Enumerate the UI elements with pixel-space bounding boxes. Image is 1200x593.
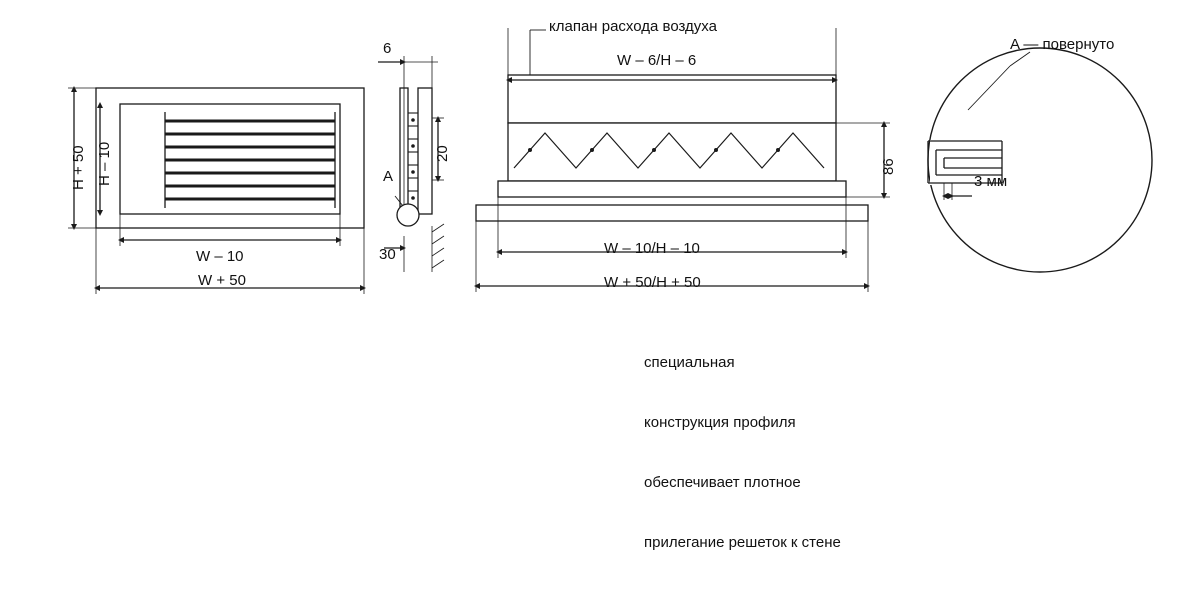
footnote-line: обеспечивает плотное <box>644 474 801 491</box>
label-w-plus-50: W + 50 <box>198 272 246 289</box>
side-view-back-plate <box>418 88 432 214</box>
label-w50-h50: W + 50/H + 50 <box>604 274 701 291</box>
damper-duct-body <box>508 75 836 123</box>
label-w-minus-10: W – 10 <box>196 248 244 265</box>
label-section-marker-a: A <box>383 168 394 185</box>
footnote-line: специальная <box>644 354 735 371</box>
note-damper: клапан расхода воздуха <box>549 18 717 35</box>
side-view-blade-stubs <box>408 113 418 191</box>
label-w6-h6: W – 6/H – 6 <box>617 52 697 69</box>
side-view-hatch <box>432 224 444 268</box>
note-detail-a: A — повернуто <box>1010 36 1115 53</box>
footnote-line: прилегание решеток к стене <box>644 534 841 551</box>
section-grille-body <box>508 123 836 181</box>
section-inner-flange <box>498 181 846 197</box>
label-20: 20 <box>434 145 451 162</box>
footnote-block <box>644 313 841 593</box>
label-h-minus-10: H – 10 <box>96 141 113 186</box>
label-w10-h10: W – 10/H – 10 <box>604 240 700 257</box>
front-view-louver-blades <box>165 121 335 199</box>
section-marker-a-circle <box>397 204 419 226</box>
label-h-plus-50: H + 50 <box>70 145 87 190</box>
side-view-fixing-dots <box>411 118 415 200</box>
label-30: 30 <box>379 246 396 263</box>
label-86: 86 <box>880 158 897 175</box>
section-wall-plate <box>476 205 868 221</box>
label-thickness-6: 6 <box>383 40 392 57</box>
label-3mm: 3 мм <box>974 173 1008 190</box>
footnote-line: конструкция профиля <box>644 414 796 431</box>
